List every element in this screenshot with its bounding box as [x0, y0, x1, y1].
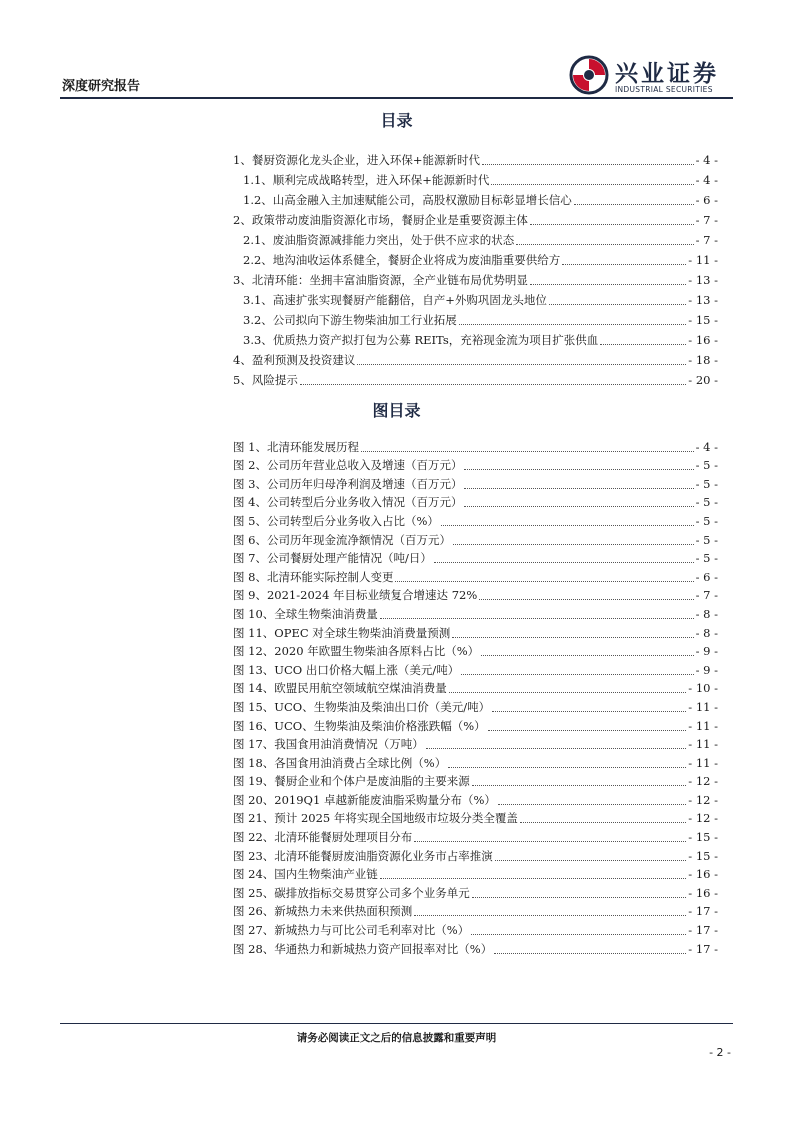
figure-entry-page: - 5 - [695, 551, 718, 566]
leader-dots [380, 618, 694, 619]
toc-entry-text: 2.1、废油脂资源减排能力突出，处于供不应求的状态 [243, 233, 515, 247]
figure-entry[interactable] [233, 659, 718, 678]
figure-entry[interactable] [233, 436, 718, 455]
figure-entry[interactable] [233, 882, 718, 901]
figure-entry[interactable] [233, 864, 718, 883]
figure-entry-page: - 16 - [688, 885, 718, 900]
leader-dots [472, 897, 686, 898]
leader-dots [452, 637, 693, 638]
figure-entry-page: - 5 - [695, 476, 718, 491]
figure-entry[interactable] [233, 845, 718, 864]
figure-entry-page: - 8 - [695, 606, 718, 621]
figure-entry-text: 图 1、北清环能发展历程 [233, 439, 359, 454]
figure-entry[interactable] [233, 696, 718, 715]
toc-entry[interactable] [233, 328, 718, 348]
figure-entry-page: - 15 - [688, 830, 718, 845]
leader-dots [471, 934, 686, 935]
figure-entry[interactable] [233, 473, 718, 492]
leader-dots [426, 748, 686, 749]
figure-entry-text: 图 27、新城热力与可比公司毛利率对比（%） [233, 923, 470, 938]
figure-entry[interactable] [233, 734, 718, 753]
leader-dots [459, 324, 686, 325]
disclosure-notice: 请务必阅读正文之后的信息披露和重要声明 [296, 1032, 497, 1044]
toc-entry-text: 3.1、高速扩张实现餐厨产能翻倍，自产+外购巩固龙头地位 [243, 293, 547, 307]
toc-entry[interactable] [233, 188, 718, 208]
figure-entry-page: - 9 - [695, 662, 718, 677]
leader-dots [562, 264, 686, 265]
figure-entry[interactable] [233, 510, 718, 529]
toc-entry-page: - 7 - [695, 213, 718, 227]
figure-entry[interactable] [233, 641, 718, 660]
toc-entry-page: - 6 - [695, 193, 718, 207]
toc-entry-page: - 16 - [688, 333, 718, 347]
toc-entry-text: 3.3、优质热力资产拟打包为公募 REITs，充裕现金流为项目扩张供血 [243, 333, 599, 347]
figure-entry[interactable] [233, 938, 718, 957]
footer-divider [60, 1023, 733, 1024]
toc-entry-page: - 13 - [688, 293, 718, 307]
figure-entry-text: 图 11、OPEC 对全球生物柴油消费量预测 [233, 625, 451, 640]
figure-entry-text: 图 2、公司历年营业总收入及增速（百万元） [233, 458, 463, 473]
leader-dots [395, 581, 693, 582]
figure-entry-page: - 5 - [695, 495, 718, 510]
leader-dots [300, 384, 686, 385]
leader-dots [530, 224, 694, 225]
figure-entry-page: - 5 - [695, 458, 718, 473]
figure-entry-text: 图 17、我国食用油消费情况（万吨） [233, 737, 424, 752]
figure-entry-text: 图 10、全球生物柴油消费量 [233, 606, 378, 621]
figure-entry-page: - 11 - [688, 755, 718, 770]
leader-dots [449, 692, 686, 693]
figure-entry-page: - 12 - [688, 811, 718, 826]
figure-entry[interactable] [233, 603, 718, 622]
figure-entry[interactable] [233, 808, 718, 827]
figure-entry-text: 图 13、UCO 出口价格大幅上涨（美元/吨） [233, 662, 460, 677]
figure-entry-text: 图 5、公司转型后分业务收入占比（%） [233, 513, 439, 528]
toc-entry-text: 4、盈利预测及投资建议 [233, 353, 356, 367]
figure-list-title: 图目录 [372, 401, 421, 420]
toc-title: 目录 [380, 111, 413, 130]
figure-entry-text: 图 21、预计 2025 年将实现全国地级市垃圾分类全覆盖 [233, 811, 518, 826]
toc-entry-page: - 4 - [695, 173, 718, 187]
figure-entry[interactable] [233, 826, 718, 845]
figure-entry-page: - 11 - [688, 699, 718, 714]
figure-entry-text: 图 26、新城热力未来供热面积预测 [233, 904, 413, 919]
figure-entry-page: - 5 - [695, 513, 718, 528]
leader-dots [494, 953, 686, 954]
toc-entry[interactable] [233, 368, 718, 388]
company-logo [569, 53, 739, 99]
toc-entry-text: 2.2、地沟油收运体系健全，餐厨企业将成为废油脂重要供给方 [243, 253, 561, 267]
leader-dots [491, 184, 693, 185]
leader-dots [479, 599, 693, 600]
figure-entry[interactable] [233, 715, 718, 734]
figure-list [233, 436, 718, 957]
logo-chinese-name: 兴业证券 [615, 61, 719, 87]
toc-entry[interactable] [233, 148, 718, 168]
figure-entry-text: 图 24、国内生物柴油产业链 [233, 867, 378, 882]
figure-entry-page: - 5 - [695, 532, 718, 547]
figure-entry[interactable] [233, 678, 718, 697]
header-divider [60, 97, 733, 99]
figure-entry-page: - 12 - [688, 774, 718, 789]
toc-entry-page: - 20 - [688, 373, 718, 387]
figure-entry-page: - 15 - [688, 848, 718, 863]
figure-entry-page: - 7 - [695, 588, 718, 603]
figure-entry[interactable] [233, 455, 718, 474]
leader-dots [498, 804, 686, 805]
leader-dots [488, 730, 687, 731]
figure-entry-text: 图 7、公司餐厨处理产能情况（吨/日） [233, 551, 432, 566]
leader-dots [472, 785, 686, 786]
leader-dots [441, 525, 694, 526]
leader-dots [464, 488, 693, 489]
figure-entry[interactable] [233, 548, 718, 567]
leader-dots [492, 711, 686, 712]
figure-entry-page: - 11 - [688, 718, 718, 733]
figure-entry-text: 图 23、北清环能餐厨废油脂资源化业务市占率推演 [233, 848, 493, 863]
figure-entry[interactable] [233, 585, 718, 604]
leader-dots [495, 860, 686, 861]
figure-entry-text: 图 6、公司历年现金流净额情况（百万元） [233, 532, 451, 547]
toc-entry[interactable] [233, 248, 718, 268]
figure-entry-page: - 10 - [688, 681, 718, 696]
toc-entry[interactable] [233, 288, 718, 308]
figure-entry-text: 图 16、UCO、生物柴油及柴油价格涨跌幅（%） [233, 718, 486, 733]
toc-entry[interactable] [233, 268, 718, 288]
figure-entry-page: - 8 - [695, 625, 718, 640]
figure-entry[interactable] [233, 752, 718, 771]
leader-dots [574, 204, 694, 205]
logo-mark-icon [569, 55, 609, 95]
leader-dots [448, 767, 686, 768]
figure-entry-text: 图 8、北清环能实际控制人变更 [233, 569, 394, 584]
figure-entry-page: - 9 - [695, 644, 718, 659]
leader-dots [520, 822, 686, 823]
leader-dots [380, 878, 686, 879]
leader-dots [481, 655, 693, 656]
figure-entry[interactable] [233, 771, 718, 790]
toc-entry[interactable] [233, 308, 718, 328]
toc-entry[interactable] [233, 348, 718, 368]
toc-entry-page: - 18 - [688, 353, 718, 367]
leader-dots [357, 364, 686, 365]
figure-entry-page: - 12 - [688, 792, 718, 807]
figure-entry-text: 图 9、2021-2024 年目标业绩复合增速达 72% [233, 588, 478, 603]
logo-english-name: INDUSTRIAL SECURITIES [615, 85, 713, 94]
leader-dots [434, 562, 694, 563]
toc-entry-text: 3、北清环能：坐拥丰富油脂资源，全产业链布局优势明显 [233, 273, 528, 287]
figure-entry-text: 图 19、餐厨企业和个体户是废油脂的主要来源 [233, 774, 470, 789]
figure-entry-text: 图 28、华通热力和新城热力资产回报率对比（%） [233, 941, 493, 956]
leader-dots [600, 344, 686, 345]
figure-entry[interactable] [233, 789, 718, 808]
figure-entry-page: - 17 - [688, 923, 718, 938]
toc-entry-text: 1.1、顺利完成战略转型，进入环保+能源新时代 [243, 173, 490, 187]
figure-entry[interactable] [233, 901, 718, 920]
figure-entry-text: 图 3、公司历年归母净利润及增速（百万元） [233, 476, 463, 491]
toc-entry-text: 1、餐厨资源化龙头企业，进入环保+能源新时代 [233, 153, 480, 167]
toc-entry[interactable] [233, 228, 718, 248]
toc-entry-page: - 11 - [688, 253, 718, 267]
toc-entry-text: 3.2、公司拟向下游生物柴油加工行业拓展 [243, 313, 457, 327]
figure-entry[interactable] [233, 622, 718, 641]
figure-entry[interactable] [233, 919, 718, 938]
figure-entry-page: - 17 - [688, 941, 718, 956]
figure-entry[interactable] [233, 566, 718, 585]
figure-entry-text: 图 15、UCO、生物柴油及柴油出口价（美元/吨） [233, 699, 491, 714]
table-of-contents [233, 148, 718, 388]
figure-entry-text: 图 22、北清环能餐厨处理项目分布 [233, 830, 413, 845]
figure-entry-page: - 17 - [688, 904, 718, 919]
toc-entry-page: - 13 - [688, 273, 718, 287]
toc-entry[interactable] [233, 208, 718, 228]
figure-entry-text: 图 4、公司转型后分业务收入情况（百万元） [233, 495, 463, 510]
figure-entry-page: - 4 - [695, 439, 718, 454]
leader-dots [361, 451, 694, 452]
figure-entry-page: - 11 - [688, 737, 718, 752]
leader-dots [461, 674, 693, 675]
leader-dots [464, 469, 693, 470]
leader-dots [530, 284, 686, 285]
leader-dots [464, 506, 693, 507]
leader-dots [549, 304, 686, 305]
figure-entry-text: 图 12、2020 年欧盟生物柴油各原料占比（%） [233, 644, 480, 659]
leader-dots [482, 164, 694, 165]
report-type-label: 深度研究报告 [62, 79, 141, 94]
toc-entry-text: 1.2、山高金融入主加速赋能公司，高股权激励目标彰显增长信心 [243, 193, 572, 207]
figure-entry-page: - 16 - [688, 867, 718, 882]
toc-entry-text: 2、政策带动废油脂资源化市场，餐厨企业是重要资源主体 [233, 213, 528, 227]
figure-entry-text: 图 25、碳排放指标交易贯穿公司多个业务单元 [233, 885, 470, 900]
figure-entry-page: - 6 - [695, 569, 718, 584]
toc-entry-page: - 4 - [695, 153, 718, 167]
leader-dots [453, 544, 694, 545]
figure-entry-text: 图 18、各国食用油消费占全球比例（%） [233, 755, 447, 770]
toc-entry-page: - 7 - [695, 233, 718, 247]
toc-entry-text: 5、风险提示 [233, 373, 298, 387]
figure-entry[interactable] [233, 529, 718, 548]
figure-entry[interactable] [233, 492, 718, 511]
leader-dots [516, 244, 693, 245]
leader-dots [414, 915, 686, 916]
leader-dots [414, 841, 686, 842]
toc-entry-page: - 15 - [688, 313, 718, 327]
page-number: - 2 - [709, 1046, 731, 1059]
figure-entry-text: 图 20、2019Q1 卓越新能废油脂采购量分布（%） [233, 792, 496, 807]
figure-entry-text: 图 14、欧盟民用航空领域航空煤油消费量 [233, 681, 447, 696]
toc-entry[interactable] [233, 168, 718, 188]
